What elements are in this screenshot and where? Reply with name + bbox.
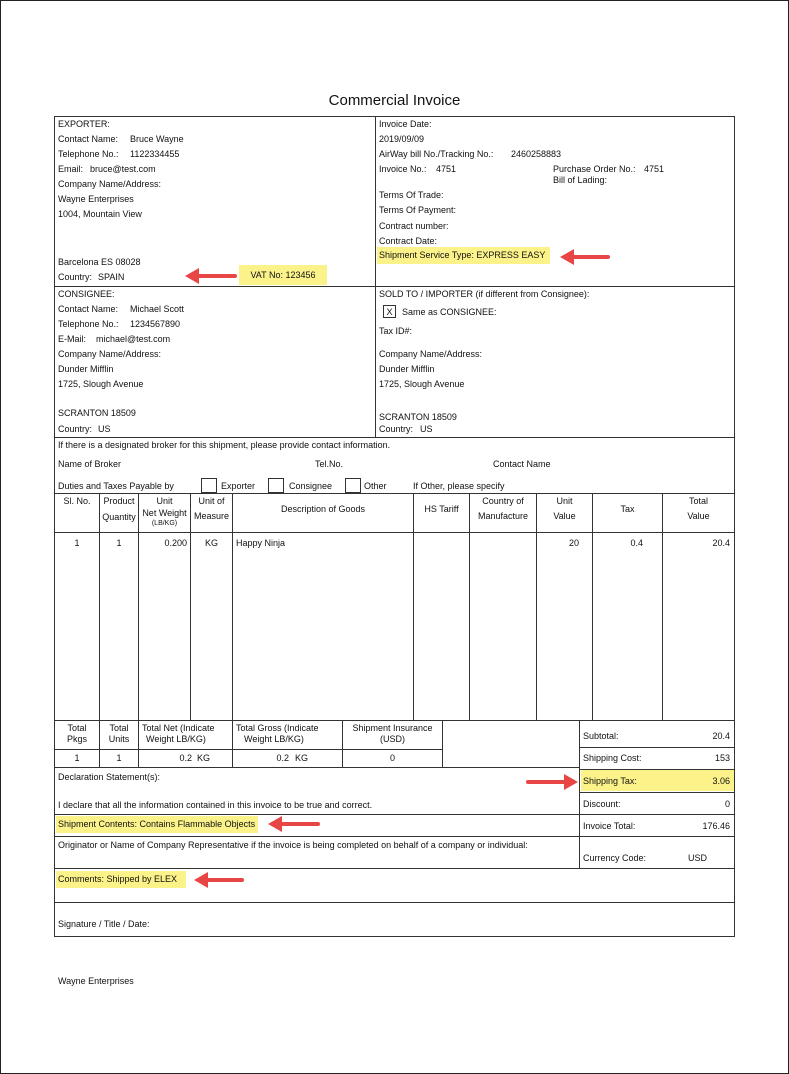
col-sl: Sl. No. <box>63 496 91 506</box>
contract-date: Contract Date: <box>379 236 438 246</box>
arrow-service-type-icon <box>558 247 610 267</box>
comments: Comments: Shipped by ELEX <box>56 871 186 888</box>
exporter-contact-name: Bruce Wayne <box>130 134 184 144</box>
col-hs-tariff: HS Tariff <box>424 504 459 514</box>
invoice-total-label: Invoice Total: <box>583 821 636 831</box>
col-country-1: Country of <box>482 496 524 506</box>
rule <box>54 936 735 937</box>
exporter-heading: EXPORTER: <box>58 119 110 129</box>
rule <box>54 720 735 721</box>
totals-net-unit: KG <box>197 753 211 763</box>
broker-name-label: Name of Broker <box>58 459 122 469</box>
invoice-total-value: 176.46 <box>702 821 730 831</box>
rule <box>190 493 191 720</box>
duties-consignee-checkbox[interactable] <box>268 478 284 493</box>
duties-exporter-checkbox[interactable] <box>201 478 217 493</box>
consignee-contact-label: Contact Name: <box>58 304 119 314</box>
consignee-phone-label: Telephone No.: <box>58 319 119 329</box>
exporter-country: SPAIN <box>98 272 125 282</box>
col-unit-value-2: Value <box>553 511 576 521</box>
soldto-country-label: Country: <box>379 424 414 434</box>
rule <box>54 902 735 903</box>
rule <box>734 116 735 936</box>
broker-note: If there is a designated broker for this shipment, please provide contact information. <box>58 440 391 450</box>
invoice-number: 4751 <box>436 164 457 174</box>
rule <box>54 868 735 869</box>
row-unit-value: 20 <box>568 538 579 548</box>
consignee-company: Dunder Mifflin <box>58 364 114 374</box>
arrow-vat-icon <box>183 266 237 286</box>
duties-label: Duties and Taxes Payable by <box>58 481 174 491</box>
rule <box>54 286 735 287</box>
terms-trade: Terms Of Trade: <box>379 190 444 200</box>
airway-label: AirWay bill No./Tracking No.: <box>379 149 494 159</box>
totals-pkgs-2: Pkgs <box>66 734 87 744</box>
rule <box>54 836 735 837</box>
row-tax: 0.4 <box>630 538 643 548</box>
rule <box>413 493 414 720</box>
arrow-contents-icon <box>266 814 320 834</box>
consignee-address: 1725, Slough Avenue <box>58 379 144 389</box>
col-qty-1: Product <box>103 496 135 506</box>
totals-gross-1: Total Gross (Indicate <box>236 723 319 733</box>
consignee-email: michael@test.com <box>96 334 171 344</box>
rule <box>54 767 579 768</box>
col-total-value-2: Value <box>687 511 710 521</box>
exporter-address: 1004, Mountain View <box>58 209 142 219</box>
exporter-city: Barcelona ES 08028 <box>58 257 141 267</box>
consignee-email-label: E-Mail: <box>58 334 87 344</box>
row-description: Happy Ninja <box>236 538 286 548</box>
broker-contact-label: Contact Name <box>493 459 551 469</box>
same-as-consignee-checkbox[interactable]: X <box>383 305 396 318</box>
totals-insurance-2: (USD) <box>380 734 405 744</box>
soldto-address: 1725, Slough Avenue <box>379 379 465 389</box>
exporter-contact-label: Contact Name: <box>58 134 119 144</box>
airway-number: 2460258883 <box>511 149 562 159</box>
same-as-consignee-label: Same as CONSIGNEE: <box>402 307 497 317</box>
exporter-phone-label: Telephone No.: <box>58 149 119 159</box>
originator-note: Originator or Name of Company Representative if the invoice is being completed on behalf of a company or individual: <box>58 840 528 850</box>
rule <box>54 814 735 815</box>
currency-value: USD <box>687 853 707 863</box>
duties-other-checkbox[interactable] <box>345 478 361 493</box>
totals-gross-2: Weight LB/KG) <box>244 734 304 744</box>
invoice-date-label: Invoice Date: <box>379 119 432 129</box>
arrow-shipping-tax-icon <box>526 772 580 792</box>
arrow-comments-icon <box>192 870 244 890</box>
col-unw-3: (LB/KG) <box>151 520 178 527</box>
duties-exporter-label: Exporter <box>221 481 256 491</box>
totals-units-value: 1 <box>116 753 122 763</box>
consignee-company-label: Company Name/Address: <box>58 349 162 359</box>
rule <box>54 437 735 438</box>
rule <box>662 493 663 720</box>
consignee-contact-name: Michael Scott <box>130 304 185 314</box>
col-country-2: Manufacture <box>477 511 529 521</box>
rule <box>592 493 593 720</box>
col-description: Description of Goods <box>280 504 366 514</box>
currency-label: Currency Code: <box>583 853 647 863</box>
row-uom: KG <box>204 538 218 548</box>
broker-tel-label: Tel.No. <box>315 459 344 469</box>
rule <box>375 116 376 437</box>
service-type: Shipment Service Type: EXPRESS EASY <box>377 247 550 264</box>
consignee-city: SCRANTON 18509 <box>58 408 136 418</box>
exporter-email: bruce@test.com <box>90 164 156 174</box>
col-qty-2: Quantity <box>102 512 136 522</box>
exporter-country-label: Country: <box>58 272 93 282</box>
col-unw-1: Unit <box>156 496 173 506</box>
rule <box>579 720 580 868</box>
row-sl: 1 <box>74 538 80 548</box>
exporter-company-label: Company Name/Address: <box>58 179 162 189</box>
soldto-company-label: Company Name/Address: <box>379 349 483 359</box>
discount-value: 0 <box>724 799 730 809</box>
rule <box>54 749 443 750</box>
duties-consignee-label: Consignee <box>289 481 333 491</box>
bol-label: Bill of Lading: <box>553 175 608 185</box>
rule <box>442 720 443 767</box>
row-qty: 1 <box>116 538 122 548</box>
rule <box>536 493 537 720</box>
rule <box>54 493 735 494</box>
discount-label: Discount: <box>583 799 621 809</box>
col-unit-value-1: Unit <box>556 496 573 506</box>
soldto-country: US <box>420 424 433 434</box>
rule <box>54 116 55 936</box>
totals-insurance-1: Shipment Insurance <box>352 723 433 733</box>
col-uom-1: Unit of <box>198 496 225 506</box>
signature-label: Signature / Title / Date: <box>58 919 150 929</box>
if-other-label: If Other, please specify <box>413 481 505 491</box>
exporter-phone: 1122334455 <box>130 149 180 159</box>
soldto-tax-label: Tax ID#: <box>379 326 413 336</box>
document-title: Commercial Invoice <box>328 92 461 109</box>
exporter-company: Wayne Enterprises <box>58 194 134 204</box>
rule <box>579 747 735 748</box>
consignee-country: US <box>98 424 111 434</box>
terms-payment: Terms Of Payment: <box>379 205 457 215</box>
totals-insurance-value: 0 <box>389 753 395 763</box>
shipping-tax-label: Shipping Tax: <box>583 776 637 786</box>
consignee-phone: 1234567890 <box>130 319 181 329</box>
shipping-cost-label: Shipping Cost: <box>583 753 642 763</box>
rule <box>54 532 735 533</box>
totals-units-2: Units <box>108 734 130 744</box>
col-uom-2: Measure <box>193 511 229 521</box>
row-total: 20.4 <box>712 538 730 548</box>
soldto-company: Dunder Mifflin <box>379 364 435 374</box>
totals-net-value: 0.2 <box>179 753 192 763</box>
totals-net-1: Total Net (Indicate <box>142 723 215 733</box>
invoice-number-label: Invoice No.: <box>379 164 427 174</box>
shipping-tax-value: 3.06 <box>712 776 730 786</box>
subtotal-label: Subtotal: <box>583 731 619 741</box>
exporter-email-label: Email: <box>58 164 84 174</box>
declaration-text: I declare that all the information contained in this invoice to be true and correct. <box>58 800 373 810</box>
declaration-heading: Declaration Statement(s): <box>58 772 161 782</box>
col-total-value-1: Total <box>688 496 708 506</box>
consignee-country-label: Country: <box>58 424 93 434</box>
row-weight: 0.200 <box>164 538 187 548</box>
totals-net-2: Weight LB/KG) <box>146 734 206 744</box>
rule <box>469 493 470 720</box>
col-tax: Tax <box>620 504 635 514</box>
rule <box>579 792 735 793</box>
footer-company: Wayne Enterprises <box>58 976 134 986</box>
po-number: 4751 <box>644 164 665 174</box>
shipment-contents: Shipment Contents: Contains Flammable Objects <box>56 816 258 833</box>
soldto-heading: SOLD TO / IMPORTER (if different from Consignee): <box>379 289 590 299</box>
rule <box>232 493 233 720</box>
consignee-heading: CONSIGNEE: <box>58 289 115 299</box>
col-unw-2: Net Weight <box>142 508 187 518</box>
invoice-date: 2019/09/09 <box>379 134 425 144</box>
duties-other-label: Other <box>364 481 387 491</box>
totals-gross-value: 0.2 <box>276 753 289 763</box>
po-label: Purchase Order No.: <box>553 164 636 174</box>
subtotal-value: 20.4 <box>712 731 730 741</box>
soldto-city: SCRANTON 18509 <box>379 412 457 422</box>
exporter-vat: VAT No: 123456 <box>239 265 327 285</box>
shipping-cost-value: 153 <box>714 753 730 763</box>
totals-units-1: Total <box>109 723 129 733</box>
rule <box>99 493 100 720</box>
totals-pkgs-1: Total <box>67 723 87 733</box>
totals-pkgs-value: 1 <box>74 753 80 763</box>
contract-number: Contract number: <box>379 221 449 231</box>
rule <box>54 116 735 117</box>
totals-gross-unit: KG <box>295 753 309 763</box>
